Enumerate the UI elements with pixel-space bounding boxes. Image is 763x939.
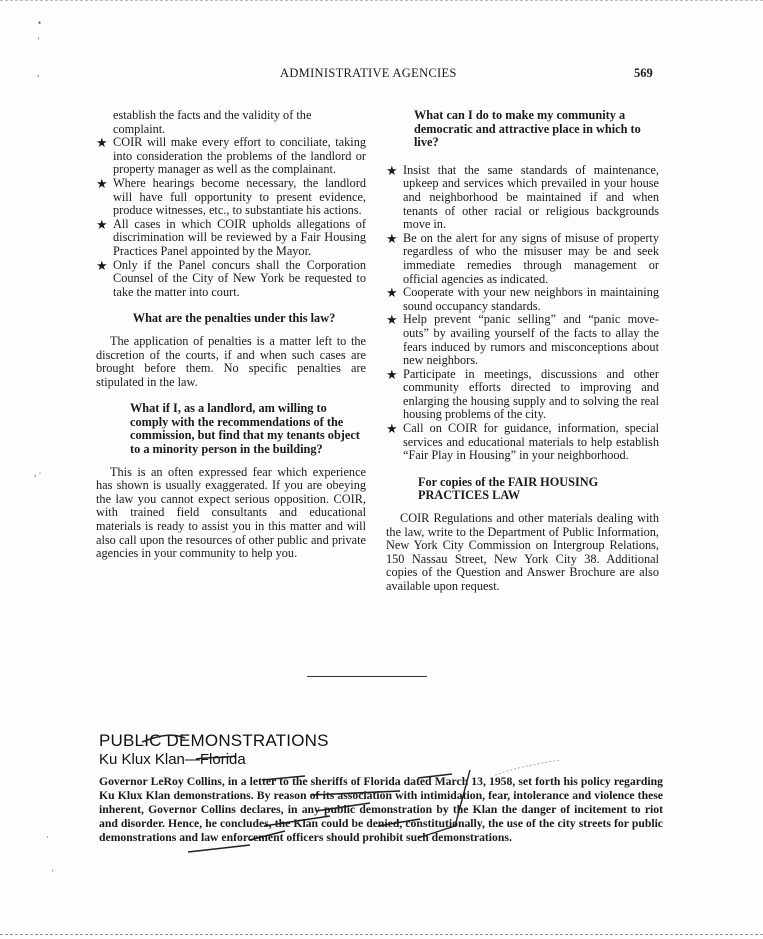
margin-mark: • [38, 18, 42, 28]
page-edge-top [0, 0, 763, 1]
list-item: ★ Be on the alert for any signs of misuse of property regardless of who the misuser may be and seek immediate remedies through management or official agencies as indicated. [386, 230, 659, 286]
question-heading: What can I do to make my community a democratic and attractive place in which to live? [414, 108, 641, 150]
star-bullet-icon: ★ [386, 285, 398, 301]
margin-mark: ' [52, 868, 54, 878]
section-divider [307, 676, 427, 677]
list-item: ★ Help prevent “panic selling” and “panic move-outs” by availing yourself of the facts to allay the fears induced by rumors and misconceptions about new neighbors. [386, 312, 659, 368]
question-heading: For copies of the FAIR HOUSING PRACTICES LAW [418, 474, 599, 503]
left-bullet-list [96, 136, 366, 299]
section-body: Governor LeRoy Collins, in a letter to the sheriffs of Florida dated March 13, 1958, set forth his policy regarding Ku Klux Klan demonstrations. By reason of its association with intimidation, fear, intolerance and violence these inherent, Governor Collins declares, in any public demonstration by the Klan the danger of incitement to riot and disorder. Hence, he concludes, the Klan could be denied, constitutionally, the use of the city streets for public demonstrations and law enforcement officers should prohibit such demonstrations. [99, 775, 663, 844]
star-bullet-icon: ★ [96, 216, 108, 232]
list-item: ★ Participate in meetings, discussions and other community efforts directed to improving and enlarging the housing supply and to solving the real housing problems of the city. [386, 366, 659, 422]
answer-paragraph: The application of penalties is a matter left to the discretion of the courts, if and when such cases are brought before them. No specific penalties are stipulated in the law. [96, 333, 366, 389]
margin-mark: , [37, 68, 40, 78]
page-edge-bottom [0, 934, 763, 935]
answer-paragraph: COIR Regulations and other materials dealing with the law, write to the Department of Public Information, New York City Commission on Intergroup Relations, 150 Nassau Street, New York City 38. Additional copies of the Question and Answer Brochure are also available upon request. [386, 511, 659, 593]
page-number: 569 [634, 66, 653, 80]
star-bullet-icon: ★ [386, 421, 398, 437]
star-bullet-icon: ★ [386, 162, 398, 178]
list-item: ★ COIR will make every effort to conciliate, taking into consideration the problems of the landlord or property manager as well as the complainant. [96, 135, 366, 177]
star-bullet-icon: ★ [386, 366, 398, 382]
list-item: ★ All cases in which COIR upholds allegations of discrimination will be reviewed by a Fair Housing Practices Panel appointed by the Mayor. [96, 216, 366, 258]
list-item: ★ Where hearings become necessary, the landlord will have full opportunity to present evidence, produce witnesses, etc., to substantiate his actions. [96, 175, 366, 218]
list-item: ★ Call on COIR for guidance, information, special services and educational materials to help establish “Fair Play in Housing” in your neighborhood. [386, 421, 659, 463]
running-title: ADMINISTRATIVE AGENCIES [280, 66, 457, 80]
margin-mark: · [46, 832, 49, 842]
list-item: ★ Cooperate with your new neighbors in maintaining sound occupancy standards. [386, 285, 659, 313]
page-header [0, 66, 763, 82]
right-bullet-list [386, 164, 659, 463]
left-column [96, 109, 366, 561]
list-item: ★ Insist that the same standards of maintenance, upkeep and services which prevailed in your house and neighborhood be maintained if and when tenants of other racial or religious backgrounds move in. [386, 162, 659, 232]
margin-mark: ' [38, 36, 40, 46]
star-bullet-icon: ★ [96, 257, 108, 273]
list-item: ★ Only if the Panel concurs shall the Corporation Counsel of the City of New York be requested to take the matter into court. [96, 257, 366, 299]
section-title: PUBLIC DEMONSTRATIONS [99, 731, 329, 750]
star-bullet-icon: ★ [96, 175, 108, 191]
star-bullet-icon: ★ [96, 135, 108, 151]
star-bullet-icon: ★ [386, 230, 398, 246]
right-column [386, 109, 659, 594]
opening-text: establish the facts and the validity of the complaint. [113, 108, 312, 136]
star-bullet-icon: ★ [386, 312, 398, 328]
section-subtitle: Ku Klux Klan—Florida [99, 751, 246, 768]
margin-mark: , · [34, 468, 42, 478]
question-heading: What if I, as a landlord, am willing to comply with the recommendations of the commission, but find that my tenants object to a minority person in the building? [130, 401, 360, 457]
answer-paragraph: This is an often expressed fear which experience has shown is usually exaggerated. If you are obeying the law you cannot expect serious opposition. COIR, with trained field consultants and educational materials is ready to assist you in this matter and will also call upon the resources of other public and private agencies in your community to help you. [96, 464, 366, 561]
question-heading: What are the penalties under this law? [132, 311, 336, 326]
